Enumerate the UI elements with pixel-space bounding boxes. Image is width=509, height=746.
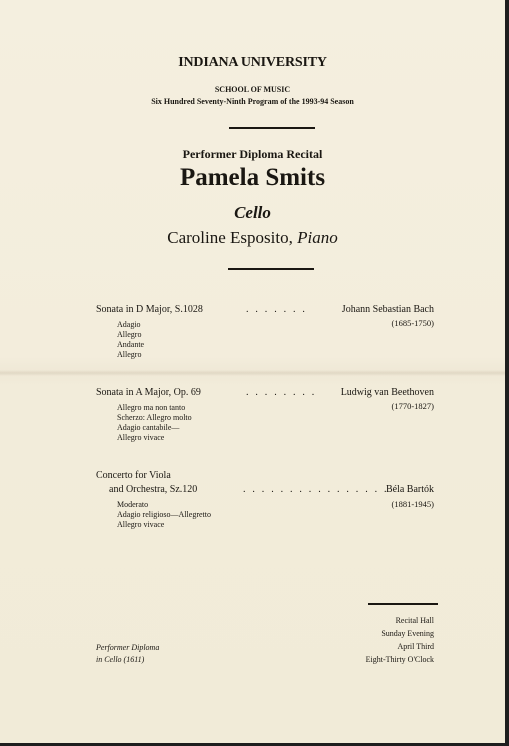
composer-dates: (1770-1827) xyxy=(391,401,434,411)
movement: Adagio xyxy=(117,320,141,329)
divider-rule xyxy=(368,603,438,605)
composer-dates: (1881-1945) xyxy=(391,499,434,509)
composer-name: Béla Bartók xyxy=(385,484,434,495)
movement: Allegro vivace xyxy=(117,433,165,442)
divider-rule xyxy=(229,127,315,129)
movement: Andante xyxy=(117,340,145,349)
piece-title: Sonata in D Major, S.1028 xyxy=(96,304,203,315)
performer-instrument: Cello xyxy=(234,203,271,222)
diploma-line: in Cello (1611) xyxy=(96,655,145,664)
accompanist xyxy=(0,228,505,248)
movement: Allegro vivace xyxy=(117,520,165,529)
school-name: SCHOOL OF MUSIC xyxy=(214,85,291,94)
divider-rule xyxy=(228,268,314,270)
accompanist-name: Caroline Esposito, xyxy=(167,228,293,247)
performance-day: Sunday Evening xyxy=(381,629,434,638)
accompanist-instrument: Piano xyxy=(297,228,338,247)
performer-name: Pamela Smits xyxy=(179,164,326,191)
diploma-line: Performer Diploma xyxy=(96,643,160,652)
piece-title-continued: and Orchestra, Sz.120 xyxy=(109,484,198,495)
recital-type: Performer Diploma Recital xyxy=(182,147,323,161)
composer-name: Ludwig van Beethoven xyxy=(340,387,434,398)
composer-name: Johann Sebastian Bach xyxy=(341,304,434,315)
piece-title: Sonata in A Major, Op. 69 xyxy=(96,387,201,398)
performance-date: April Third xyxy=(397,642,434,651)
piece-title: Concerto for Viola xyxy=(96,470,171,481)
movement: Adagio religioso—Allegretto xyxy=(117,510,211,519)
composer-dates: (1685-1750) xyxy=(391,318,434,328)
movement: Allegro xyxy=(117,350,142,359)
leader-dots: . . . . . . . . xyxy=(246,387,317,398)
performance-time: Eight-Thirty O'Clock xyxy=(365,655,434,664)
movement: Allegro xyxy=(117,330,142,339)
paper-fold xyxy=(0,370,505,376)
university-name: INDIANA UNIVERSITY xyxy=(178,55,327,70)
program-number-line: Six Hundred Seventy-Ninth Program of the 1993-94 Season xyxy=(151,97,354,106)
movement: Allegro ma non tanto xyxy=(117,403,186,412)
movement: Adagio cantabile— xyxy=(117,423,180,432)
leader-dots: . . . . . . . . . . . . . . . . xyxy=(243,484,389,495)
movement: Moderato xyxy=(117,500,149,509)
leader-dots: . . . . . . . xyxy=(246,304,308,315)
venue: Recital Hall xyxy=(395,616,434,625)
movement: Scherzo: Allegro molto xyxy=(117,413,192,422)
